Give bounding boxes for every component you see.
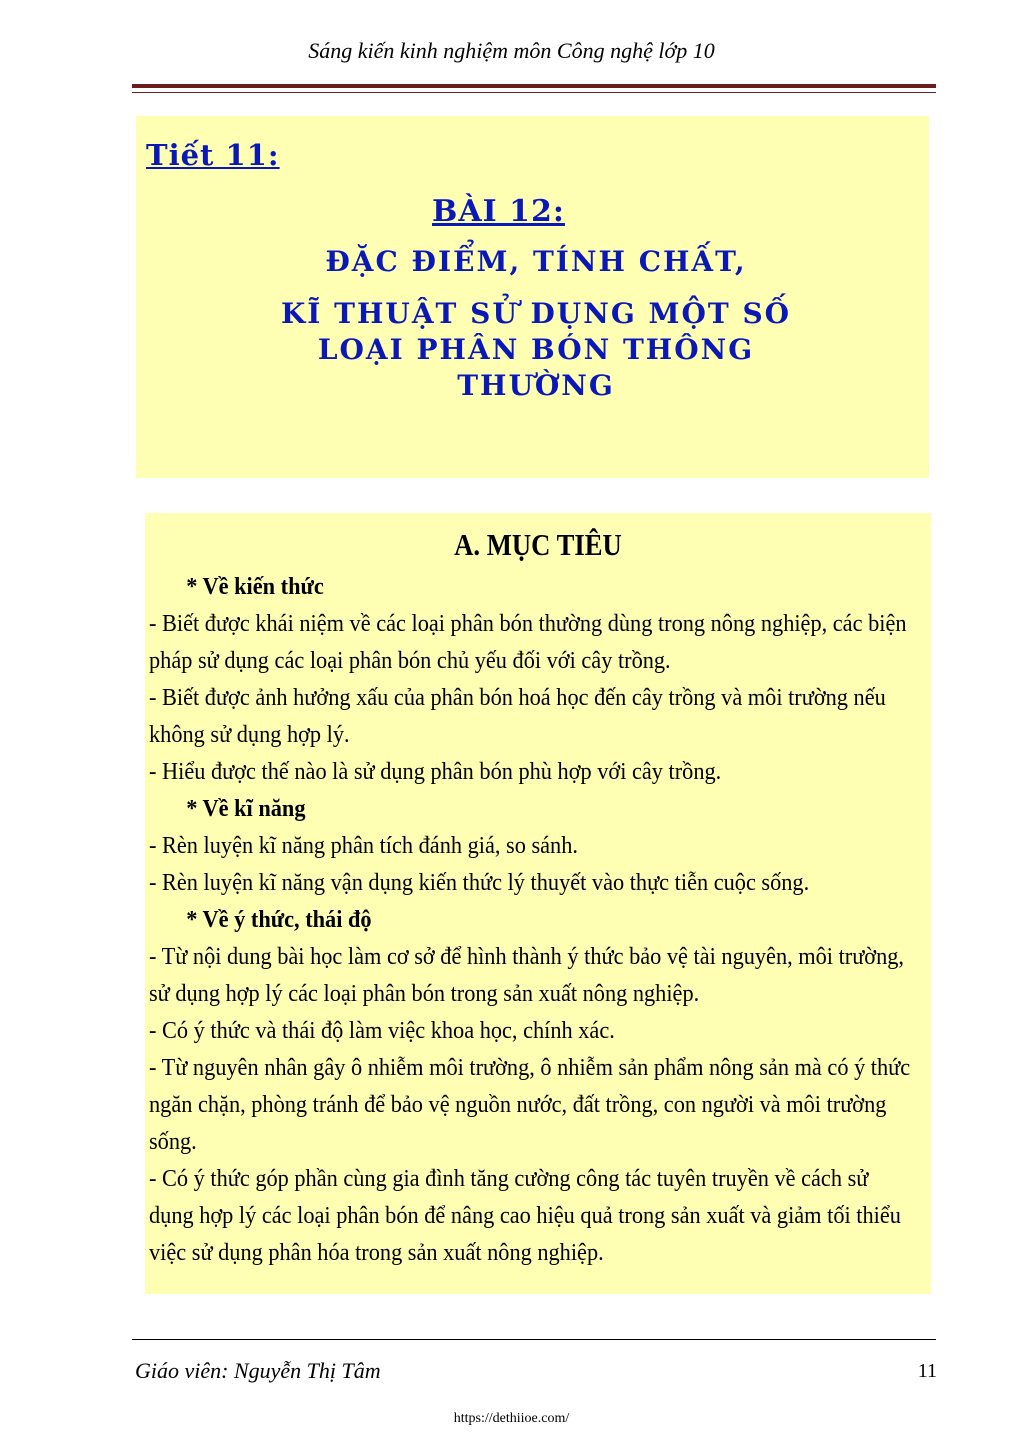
objective-line: - Rèn luyện kĩ năng phân tích đánh giá, so sánh. bbox=[149, 833, 578, 859]
objective-line: - Có ý thức góp phần cùng gia đình tăng cường công tác tuyên truyền về cách sử bbox=[149, 1166, 869, 1192]
section-subheading: * Về ý thức, thái độ bbox=[186, 907, 372, 933]
objective-line: - Có ý thức và thái độ làm việc khoa học, chính xác. bbox=[149, 1018, 615, 1044]
footer-url-link[interactable]: https://dethiioe.com/ bbox=[453, 1411, 570, 1426]
objective-line: - Rèn luyện kĩ năng vận dụng kiến thức lý thuyết vào thực tiễn cuộc sống. bbox=[149, 870, 810, 896]
section-subheading: * Về kiến thức bbox=[186, 574, 324, 600]
objective-line: sử dụng hợp lý các loại phân bón trong sản xuất nông nghiệp. bbox=[149, 981, 700, 1007]
objective-line: dụng hợp lý các loại phân bón để nâng cao hiệu quả trong sản xuất và giảm tối thiểu bbox=[149, 1203, 901, 1229]
objective-line: ngăn chặn, phòng tránh để bảo vệ nguồn nước, đất trồng, con người và môi trường bbox=[149, 1092, 887, 1118]
lesson-title-line: THƯỜNG bbox=[457, 369, 615, 402]
objectives-heading: A. MỤC TIÊU bbox=[454, 527, 622, 562]
header-rule-thick bbox=[132, 84, 936, 88]
header-rule-thin bbox=[132, 92, 936, 93]
lesson-number: BÀI 12: bbox=[432, 194, 565, 229]
footer-teacher: Giáo viên: Nguyễn Thị Tâm bbox=[135, 1358, 381, 1383]
lesson-title bbox=[186, 244, 886, 404]
objective-line: - Biết được khái niệm về các loại phân bón thường dùng trong nông nghiệp, các biện bbox=[149, 611, 907, 637]
lesson-title-line: KĨ THUẬT SỬ DỤNG MỘT SỐ bbox=[280, 297, 792, 330]
page-header-title: Sáng kiến kinh nghiệm môn Công nghệ lớp 10 bbox=[308, 38, 715, 63]
period-label: Tiết 11: bbox=[146, 138, 280, 172]
objective-line: không sử dụng hợp lý. bbox=[149, 722, 350, 748]
objectives-body bbox=[149, 569, 911, 1272]
section-subheading: * Về kĩ năng bbox=[186, 796, 306, 822]
objectives-slide bbox=[145, 513, 931, 1294]
objective-line: - Hiểu được thế nào là sử dụng phân bón phù hợp với cây trồng. bbox=[149, 759, 722, 785]
objective-line: sống. bbox=[149, 1129, 197, 1155]
objective-line: - Từ nội dung bài học làm cơ sở để hình thành ý thức bảo vệ tài nguyên, môi trường, bbox=[149, 944, 905, 970]
page-number: 11 bbox=[917, 1360, 937, 1382]
title-slide bbox=[136, 116, 929, 478]
objective-line: - Biết được ảnh hưởng xấu của phân bón hoá học đến cây trồng và môi trường nếu bbox=[149, 685, 886, 711]
objective-line: pháp sử dụng các loại phân bón chủ yếu đối với cây trồng. bbox=[149, 648, 671, 674]
footer-rule bbox=[132, 1339, 936, 1340]
lesson-title-line: LOẠI PHÂN BÓN THÔNG bbox=[317, 333, 755, 366]
lesson-title-line: ĐẶC ĐIỂM, TÍNH CHẤT, bbox=[325, 245, 747, 278]
objective-line: việc sử dụng phân hóa trong sản xuất nông nghiệp. bbox=[149, 1240, 604, 1266]
objective-line: - Từ nguyên nhân gây ô nhiễm môi trường, ô nhiễm sản phẩm nông sản mà có ý thức bbox=[149, 1055, 911, 1081]
